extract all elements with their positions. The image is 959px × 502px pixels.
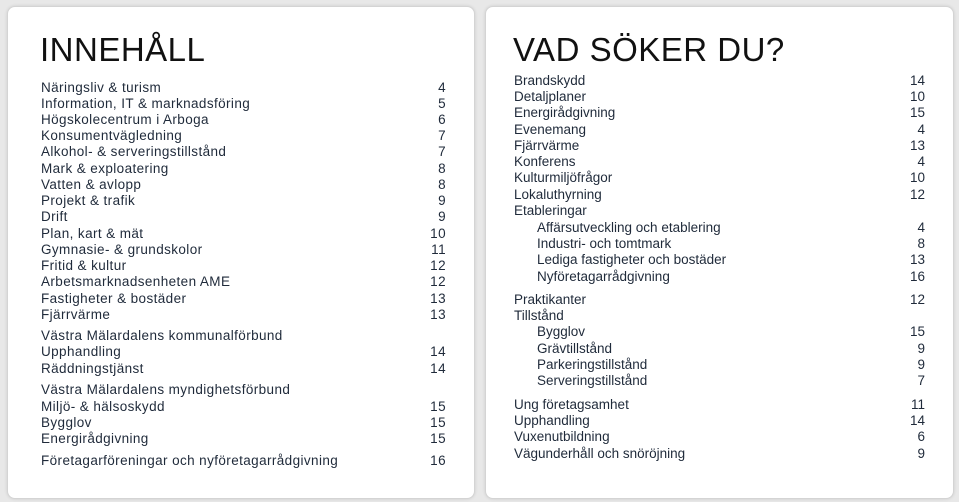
toc-label: Västra Mälardalens kommunalförbund: [41, 328, 283, 343]
toc-label: Brandskydd: [514, 73, 586, 88]
toc-row: [537, 220, 925, 236]
toc-page-number: 15: [430, 431, 446, 446]
toc-row: [41, 209, 446, 225]
toc-label: Energirådgivning: [41, 431, 149, 446]
toc-row: [41, 144, 446, 160]
toc-label: Detaljplaner: [514, 89, 587, 104]
toc-page-number: 9: [917, 446, 925, 461]
toc-label: Fjärrvärme: [41, 307, 111, 322]
contents-panel: [7, 6, 475, 499]
toc-row: [514, 397, 925, 413]
toc-page-number: 7: [917, 373, 925, 388]
toc-page-number: 15: [430, 415, 446, 430]
toc-label: Affärsutveckling och etablering: [537, 220, 721, 235]
toc-row: [41, 415, 446, 431]
contents-title: INNEHÅLL: [40, 31, 206, 68]
toc-label: Upphandling: [514, 413, 590, 428]
toc-row: [41, 177, 446, 193]
index-title: VAD SÖKER DU?: [513, 31, 785, 68]
toc-label: Bygglov: [537, 324, 586, 339]
toc-page-number: 4: [917, 220, 925, 235]
toc-row: [537, 236, 925, 252]
toc-page-number: 11: [910, 397, 925, 412]
toc-row: [41, 226, 446, 242]
toc-page-number: 9: [438, 193, 446, 208]
toc-row: [41, 328, 446, 344]
toc-page-number: 8: [917, 236, 925, 251]
toc-label: Företagarföreningar och nyföretagarrådgivning: [41, 453, 339, 468]
toc-row: [41, 307, 446, 323]
toc-label: Mark & exploatering: [41, 161, 169, 176]
toc-page-number: 9: [917, 357, 925, 372]
toc-page-number: 7: [438, 144, 446, 159]
toc-row: [514, 203, 925, 219]
toc-page-number: 4: [917, 122, 925, 137]
toc-label: Etableringar: [514, 203, 587, 218]
toc-label: Alkohol- & serveringstillstånd: [41, 144, 227, 159]
toc-row: [514, 138, 925, 154]
toc-page-number: 9: [917, 341, 925, 356]
toc-label: Vatten & avlopp: [41, 177, 142, 192]
toc-label: Fastigheter & bostäder: [41, 291, 187, 306]
toc-row: [537, 373, 925, 389]
toc-page-number: 8: [438, 161, 446, 176]
toc-label: Räddningstjänst: [41, 361, 144, 376]
toc-page-number: 14: [430, 361, 446, 376]
toc-row: [41, 361, 446, 377]
toc-row: [514, 73, 925, 89]
toc-label: Grävtillstånd: [537, 341, 613, 356]
toc-row: [537, 269, 925, 285]
toc-label: Serveringstillstånd: [537, 373, 648, 388]
toc-page-number: 9: [438, 209, 446, 224]
toc-page-number: 6: [438, 112, 446, 127]
toc-page-number: 14: [909, 413, 925, 428]
toc-page-number: 6: [917, 429, 925, 444]
toc-row: [41, 382, 446, 398]
toc-row: [537, 252, 925, 268]
toc-label: Industri- och tomtmark: [537, 236, 672, 251]
toc-page-number: 13: [430, 307, 446, 322]
toc-page-number: 12: [430, 274, 446, 289]
toc-label: Vuxenutbildning: [514, 429, 610, 444]
toc-label: Lokaluthyrning: [514, 187, 602, 202]
toc-label: Västra Mälardalens myndighetsförbund: [41, 382, 291, 397]
toc-page-number: 10: [909, 170, 925, 185]
toc-page-number: 4: [917, 154, 925, 169]
toc-page-number: 13: [909, 252, 925, 267]
toc-label: Fjärrvärme: [514, 138, 580, 153]
toc-row: [41, 258, 446, 274]
toc-label: Praktikanter: [514, 292, 587, 307]
toc-row: [514, 105, 925, 121]
toc-page-number: 5: [438, 96, 446, 111]
toc-row: [41, 274, 446, 290]
toc-label: Vägunderhåll och snöröjning: [514, 446, 686, 461]
toc-row: [41, 112, 446, 128]
toc-label: Tillstånd: [514, 308, 564, 323]
toc-page-number: 13: [909, 138, 925, 153]
toc-label: Konferens: [514, 154, 576, 169]
toc-label: Ung företagsamhet: [514, 397, 629, 412]
toc-page-number: 10: [909, 89, 925, 104]
toc-row: [514, 187, 925, 203]
toc-label: Högskolecentrum i Arboga: [41, 112, 209, 127]
toc-row: [41, 193, 446, 209]
toc-label: Information, IT & marknadsföring: [41, 96, 251, 111]
toc-page-number: 12: [909, 187, 925, 202]
toc-page-number: 11: [431, 242, 446, 257]
toc-label: Energirådgivning: [514, 105, 616, 120]
toc-row: [514, 89, 925, 105]
toc-page-number: 4: [438, 80, 446, 95]
toc-label: Gymnasie- & grundskolor: [41, 242, 203, 257]
toc-label: Parkeringstillstånd: [537, 357, 648, 372]
toc-page-number: 14: [430, 344, 446, 359]
toc-label: Konsumentvägledning: [41, 128, 183, 143]
toc-row: [41, 242, 446, 258]
toc-row: [514, 308, 925, 324]
toc-row: [41, 96, 446, 112]
toc-page-number: 7: [438, 128, 446, 143]
toc-row: [537, 357, 925, 373]
toc-page-number: 15: [909, 105, 925, 120]
toc-row: [41, 431, 446, 447]
toc-row: [41, 344, 446, 360]
toc-row: [514, 154, 925, 170]
index-panel: [485, 6, 954, 499]
toc-label: Arbetsmarknadsenheten AME: [41, 274, 231, 289]
toc-row: [514, 429, 925, 445]
toc-page-number: 12: [430, 258, 446, 273]
toc-label: Evenemang: [514, 122, 587, 137]
toc-label: Näringsliv & turism: [41, 80, 162, 95]
toc-label: Miljö- & hälsoskydd: [41, 399, 165, 414]
toc-row: [514, 446, 925, 462]
toc-row: [514, 122, 925, 138]
toc-page-number: 16: [909, 269, 925, 284]
toc-label: Upphandling: [41, 344, 122, 359]
toc-row: [41, 453, 446, 469]
toc-label: Projekt & trafik: [41, 193, 136, 208]
toc-page-number: 15: [909, 324, 925, 339]
toc-label: Bygglov: [41, 415, 92, 430]
toc-page-number: 15: [430, 399, 446, 414]
toc-row: [514, 413, 925, 429]
toc-page-number: 16: [430, 453, 446, 468]
toc-row: [537, 341, 925, 357]
toc-row: [41, 399, 446, 415]
toc-row: [41, 291, 446, 307]
toc-page-number: 14: [909, 73, 925, 88]
toc-row: [41, 128, 446, 144]
toc-label: Drift: [41, 209, 68, 224]
toc-row: [537, 324, 925, 340]
toc-page-number: 12: [909, 292, 925, 307]
toc-page-number: 8: [438, 177, 446, 192]
toc-label: Fritid & kultur: [41, 258, 127, 273]
toc-label: Kulturmiljöfrågor: [514, 170, 613, 185]
toc-row: [514, 292, 925, 308]
toc-page-number: 10: [430, 226, 446, 241]
toc-page-number: 13: [430, 291, 446, 306]
toc-row: [514, 170, 925, 186]
toc-label: Plan, kart & mät: [41, 226, 144, 241]
toc-row: [41, 80, 446, 96]
toc-label: Nyföretagarrådgivning: [537, 269, 670, 284]
toc-row: [41, 161, 446, 177]
toc-label: Lediga fastigheter och bostäder: [537, 252, 727, 267]
